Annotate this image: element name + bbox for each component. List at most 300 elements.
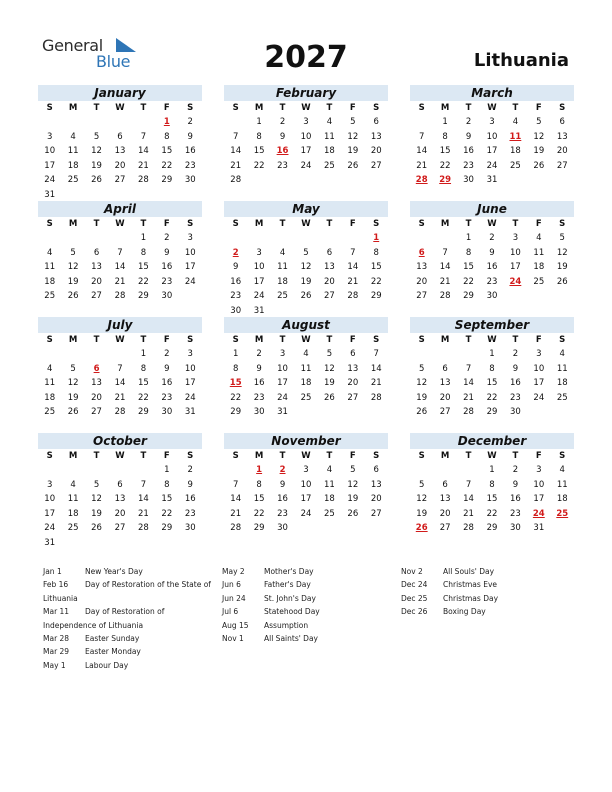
day-cell: 19 (91, 160, 102, 171)
empty-cell (433, 347, 456, 362)
day-cell: 13 (347, 363, 359, 374)
day-cell: 13 (91, 378, 102, 389)
day-grid (224, 333, 388, 420)
day-cell: 21 (463, 508, 474, 519)
day-cell: 27 (556, 160, 568, 171)
day-cell: 9 (233, 262, 239, 273)
day-cell: 8 (140, 247, 147, 258)
day-cell: 10 (44, 146, 56, 157)
day-cell: 22 (230, 392, 242, 403)
day-cell: 30 (184, 523, 196, 534)
holiday-day-cell: 11 (509, 131, 522, 142)
day-cell: 10 (277, 363, 288, 374)
day-cell: 30 (463, 175, 474, 186)
weekday-header: T (140, 103, 147, 113)
month-march (410, 85, 574, 188)
day-cell: 23 (277, 508, 288, 519)
day-grid (38, 217, 202, 304)
day-cell: 5 (326, 349, 333, 359)
logo-text-blue: Blue (96, 52, 131, 71)
empty-cell (108, 347, 131, 362)
empty-cell (108, 231, 131, 246)
day-cell: 30 (184, 175, 196, 186)
holiday-column (43, 565, 218, 672)
day-cell: 14 (230, 494, 242, 505)
holiday-day-cell: 2 (279, 465, 286, 475)
day-grid (410, 449, 574, 536)
day-grid (38, 333, 202, 420)
day-cell: 3 (256, 247, 262, 258)
day-cell: 24 (253, 291, 265, 302)
day-cell: 14 (370, 363, 382, 374)
holiday-date: Mar 29 (43, 647, 70, 657)
day-cell: 28 (230, 523, 242, 534)
weekday-header: W (115, 219, 125, 229)
day-cell: 10 (300, 479, 312, 490)
day-cell: 4 (47, 363, 53, 374)
month-december (410, 433, 574, 536)
day-cell: 1 (442, 117, 448, 127)
holiday-column (222, 565, 392, 645)
day-cell: 17 (509, 262, 521, 273)
day-cell: 23 (253, 392, 265, 403)
day-cell: 8 (489, 363, 495, 374)
day-cell: 19 (533, 146, 545, 157)
holiday-date: Mar 28 (43, 634, 70, 644)
day-cell: 17 (277, 378, 288, 389)
day-cell: 31 (184, 407, 196, 418)
holiday-name: Day of Restoration of Independence of Lithuania (43, 607, 165, 630)
day-cell: 10 (533, 479, 545, 490)
holiday-name: All Saints' Day (264, 634, 318, 644)
day-cell: 2 (512, 465, 519, 475)
day-cell: 21 (114, 276, 126, 287)
day-cell: 29 (137, 407, 149, 418)
weekday-header: M (440, 335, 450, 345)
day-cell: 12 (533, 131, 545, 142)
holiday-entry (43, 578, 218, 605)
weekday-header: M (440, 451, 450, 461)
day-cell: 20 (370, 494, 382, 505)
day-cell: 3 (47, 479, 53, 490)
day-cell: 8 (164, 479, 170, 490)
day-cell: 27 (370, 160, 382, 171)
month-title: July (38, 317, 202, 333)
day-cell: 26 (556, 276, 568, 287)
day-cell: 5 (93, 131, 100, 142)
day-cell: 18 (67, 160, 79, 171)
day-cell: 19 (67, 276, 79, 287)
day-cell: 7 (350, 247, 356, 258)
day-cell: 24 (184, 276, 196, 287)
weekday-header: T (279, 103, 286, 113)
day-cell: 17 (486, 146, 498, 157)
day-cell: 7 (465, 479, 472, 490)
holiday-date: Nov 1 (222, 634, 244, 644)
day-cell: 18 (300, 378, 312, 389)
day-cell: 16 (161, 262, 173, 273)
weekday-header: M (440, 103, 450, 113)
holiday-name: Day of Restoration of the State of Lithuania (43, 580, 211, 603)
day-cell: 28 (230, 175, 242, 186)
day-cell: 7 (233, 479, 239, 490)
holiday-date: Feb 16 (43, 580, 69, 590)
weekday-header: S (559, 103, 566, 113)
day-cell: 5 (93, 479, 100, 490)
weekday-header: F (535, 103, 542, 113)
day-cell: 20 (91, 276, 102, 287)
day-cell: 14 (230, 146, 242, 157)
day-cell: 30 (509, 523, 521, 534)
day-cell: 7 (233, 131, 239, 142)
day-cell: 3 (187, 349, 193, 359)
weekday-header: F (349, 451, 356, 461)
holiday-day-cell: 2 (232, 247, 239, 258)
day-cell: 3 (512, 233, 519, 243)
holiday-name: Statehood Day (264, 607, 320, 617)
day-cell: 22 (486, 508, 498, 519)
holiday-name: Mother's Day (264, 567, 314, 576)
day-cell: 2 (512, 349, 519, 359)
empty-cell (38, 463, 61, 478)
weekday-header: T (93, 335, 100, 345)
holiday-entry (43, 565, 218, 578)
day-cell: 22 (486, 392, 498, 403)
empty-cell (61, 115, 84, 130)
day-cell: 4 (303, 349, 309, 359)
day-cell: 4 (326, 465, 333, 475)
day-cell: 21 (439, 276, 451, 287)
day-cell: 27 (114, 175, 126, 186)
day-cell: 7 (465, 363, 472, 374)
holiday-entry (401, 605, 571, 618)
month-title: December (410, 433, 574, 449)
weekday-header: W (115, 103, 125, 113)
day-cell: 17 (300, 494, 312, 505)
day-cell: 11 (67, 494, 79, 505)
day-cell: 5 (350, 465, 356, 475)
day-cell: 31 (44, 189, 56, 200)
day-grid (224, 449, 388, 536)
day-cell: 12 (300, 262, 312, 273)
holiday-day-cell: 6 (418, 247, 425, 258)
day-cell: 23 (161, 276, 173, 287)
empty-cell (410, 115, 433, 130)
day-cell: 6 (93, 247, 100, 258)
holiday-entry (43, 632, 218, 645)
weekday-header: F (349, 219, 356, 229)
day-cell: 6 (559, 117, 565, 127)
country-name: Lithuania (473, 50, 569, 71)
weekday-header: S (373, 451, 380, 461)
day-cell: 21 (230, 160, 242, 171)
day-cell: 3 (279, 349, 286, 359)
day-cell: 6 (373, 465, 379, 475)
holiday-date: Dec 24 (401, 580, 428, 590)
day-cell: 24 (533, 392, 545, 403)
day-cell: 25 (300, 392, 312, 403)
day-cell: 16 (463, 146, 474, 157)
holiday-date: Jun 6 (222, 580, 241, 590)
weekday-header: S (46, 335, 53, 345)
holiday-entry (401, 578, 571, 591)
empty-cell (85, 347, 108, 362)
empty-cell (433, 231, 456, 246)
weekday-header: F (349, 335, 356, 345)
day-cell: 18 (44, 276, 56, 287)
empty-cell (38, 347, 61, 362)
day-cell: 18 (533, 262, 545, 273)
empty-cell (224, 463, 247, 478)
weekday-header: T (93, 451, 100, 461)
weekday-header: M (68, 335, 78, 345)
day-grid (38, 101, 202, 203)
empty-cell (433, 463, 456, 478)
day-cell: 28 (114, 407, 126, 418)
holiday-entry (222, 632, 392, 645)
empty-cell (108, 463, 131, 478)
empty-cell (224, 115, 247, 130)
day-cell: 27 (114, 523, 126, 534)
day-cell: 30 (161, 407, 173, 418)
holiday-name: Easter Sunday (85, 634, 140, 644)
day-cell: 16 (509, 494, 521, 505)
day-cell: 15 (463, 262, 474, 273)
day-cell: 26 (91, 175, 102, 186)
holiday-name: Easter Monday (85, 647, 141, 657)
day-cell: 28 (137, 175, 149, 186)
day-cell: 2 (164, 233, 170, 243)
day-cell: 9 (256, 363, 262, 374)
day-cell: 9 (279, 479, 286, 490)
holiday-entry (401, 592, 571, 605)
day-cell: 9 (164, 247, 170, 258)
month-august (224, 317, 388, 420)
day-cell: 2 (187, 465, 193, 475)
empty-cell (271, 231, 294, 246)
day-cell: 9 (187, 131, 193, 142)
day-cell: 7 (117, 247, 123, 258)
day-cell: 29 (161, 175, 173, 186)
weekday-header: T (140, 219, 147, 229)
holiday-date: Dec 25 (401, 593, 428, 603)
holiday-day-cell: 29 (439, 175, 452, 186)
empty-cell (61, 347, 84, 362)
day-cell: 15 (486, 378, 498, 389)
holiday-date: Dec 26 (401, 607, 428, 617)
day-cell: 3 (489, 117, 495, 127)
day-cell: 27 (323, 291, 335, 302)
day-cell: 25 (533, 276, 545, 287)
day-cell: 4 (536, 233, 542, 243)
day-cell: 30 (509, 407, 521, 418)
day-cell: 4 (559, 465, 565, 475)
day-grid (38, 449, 202, 551)
day-cell: 27 (347, 392, 359, 403)
day-cell: 1 (489, 349, 495, 359)
day-cell: 8 (140, 363, 147, 374)
weekday-header: S (46, 451, 53, 461)
day-cell: 15 (370, 262, 382, 273)
day-cell: 2 (279, 117, 286, 127)
day-cell: 3 (187, 233, 193, 243)
day-cell: 18 (323, 146, 335, 157)
day-cell: 29 (463, 291, 474, 302)
day-cell: 4 (70, 131, 76, 142)
weekday-header: F (535, 451, 542, 461)
day-cell: 16 (184, 146, 196, 157)
weekday-header: T (512, 219, 519, 229)
day-cell: 15 (439, 146, 451, 157)
empty-cell (108, 115, 131, 130)
empty-cell (61, 231, 84, 246)
day-cell: 2 (256, 349, 262, 359)
day-cell: 16 (184, 494, 196, 505)
day-cell: 20 (556, 146, 568, 157)
holiday-day-cell: 24 (509, 276, 522, 287)
weekday-header: T (465, 103, 472, 113)
day-cell: 19 (416, 508, 428, 519)
holiday-column (401, 565, 571, 619)
day-cell: 14 (463, 378, 474, 389)
day-cell: 1 (233, 349, 239, 359)
empty-cell (410, 347, 433, 362)
day-cell: 30 (230, 305, 242, 316)
day-cell: 5 (536, 117, 542, 127)
day-cell: 31 (44, 537, 56, 548)
empty-cell (132, 115, 155, 130)
holiday-day-cell: 1 (373, 233, 380, 243)
day-cell: 20 (114, 508, 126, 519)
weekday-header: S (559, 451, 566, 461)
day-cell: 9 (164, 363, 170, 374)
day-cell: 30 (161, 291, 173, 302)
holiday-entry (222, 605, 392, 618)
day-cell: 12 (67, 262, 79, 273)
weekday-header: T (93, 103, 100, 113)
day-cell: 19 (347, 494, 359, 505)
day-cell: 21 (347, 276, 359, 287)
weekday-header: T (279, 219, 286, 229)
day-cell: 9 (187, 479, 193, 490)
day-cell: 11 (300, 363, 312, 374)
day-cell: 10 (253, 262, 265, 273)
day-cell: 13 (91, 262, 102, 273)
day-cell: 4 (47, 247, 53, 258)
month-title: January (38, 85, 202, 101)
weekday-header: M (254, 335, 264, 345)
day-cell: 16 (509, 378, 521, 389)
day-cell: 12 (91, 494, 102, 505)
holiday-day-cell: 25 (556, 508, 569, 519)
weekday-header: T (512, 335, 519, 345)
empty-cell (318, 231, 341, 246)
day-cell: 25 (323, 508, 335, 519)
day-cell: 6 (442, 479, 448, 490)
day-cell: 16 (277, 494, 288, 505)
day-cell: 11 (533, 247, 545, 258)
day-cell: 31 (253, 305, 265, 316)
day-cell: 26 (300, 291, 312, 302)
day-cell: 31 (533, 523, 545, 534)
weekday-header: T (140, 451, 147, 461)
day-cell: 21 (114, 392, 126, 403)
holiday-name: Boxing Day (443, 607, 486, 617)
empty-cell (85, 463, 108, 478)
weekday-header: S (418, 103, 425, 113)
day-cell: 19 (67, 392, 79, 403)
day-cell: 2 (164, 349, 170, 359)
holiday-day-cell: 1 (163, 117, 170, 127)
holiday-name: St. John's Day (264, 593, 316, 603)
holiday-name: Assumption (264, 620, 309, 630)
month-june (410, 201, 574, 304)
day-cell: 15 (137, 378, 149, 389)
day-cell: 10 (533, 363, 545, 374)
weekday-header: M (440, 219, 450, 229)
day-cell: 1 (489, 465, 495, 475)
weekday-header: S (373, 219, 380, 229)
day-cell: 21 (137, 508, 149, 519)
day-cell: 7 (140, 131, 147, 142)
day-cell: 18 (67, 508, 79, 519)
calendar-year: 2027 (264, 40, 348, 75)
day-cell: 29 (253, 523, 265, 534)
day-cell: 22 (137, 392, 149, 403)
weekday-header: T (326, 451, 333, 461)
day-cell: 20 (91, 392, 102, 403)
month-october (38, 433, 202, 551)
day-cell: 20 (323, 276, 335, 287)
empty-cell (457, 347, 480, 362)
day-cell: 26 (347, 508, 359, 519)
weekday-header: W (487, 103, 497, 113)
weekday-header: T (512, 103, 519, 113)
month-title: April (38, 201, 202, 217)
weekday-header: S (187, 103, 194, 113)
day-cell: 22 (439, 160, 451, 171)
day-cell: 8 (465, 247, 472, 258)
empty-cell (294, 231, 317, 246)
weekday-header: S (46, 219, 53, 229)
day-cell: 13 (370, 131, 382, 142)
day-cell: 23 (509, 508, 521, 519)
holiday-date: Jul 6 (222, 607, 239, 617)
day-cell: 3 (47, 131, 53, 142)
weekday-header: F (163, 103, 170, 113)
day-cell: 4 (512, 117, 519, 127)
month-title: June (410, 201, 574, 217)
logo-text-general: General (42, 36, 103, 55)
month-title: March (410, 85, 574, 101)
day-cell: 4 (326, 117, 333, 127)
day-cell: 15 (161, 494, 173, 505)
day-cell: 26 (347, 160, 359, 171)
day-cell: 9 (489, 247, 495, 258)
day-cell: 11 (556, 363, 568, 374)
day-cell: 11 (277, 262, 288, 273)
day-cell: 11 (44, 378, 56, 389)
day-cell: 20 (439, 392, 451, 403)
day-cell: 20 (370, 146, 382, 157)
day-cell: 13 (439, 378, 451, 389)
month-february (224, 85, 388, 188)
day-cell: 1 (140, 349, 147, 359)
day-cell: 17 (184, 262, 196, 273)
day-cell: 13 (370, 479, 382, 490)
day-cell: 5 (419, 363, 425, 374)
day-cell: 23 (509, 392, 521, 403)
